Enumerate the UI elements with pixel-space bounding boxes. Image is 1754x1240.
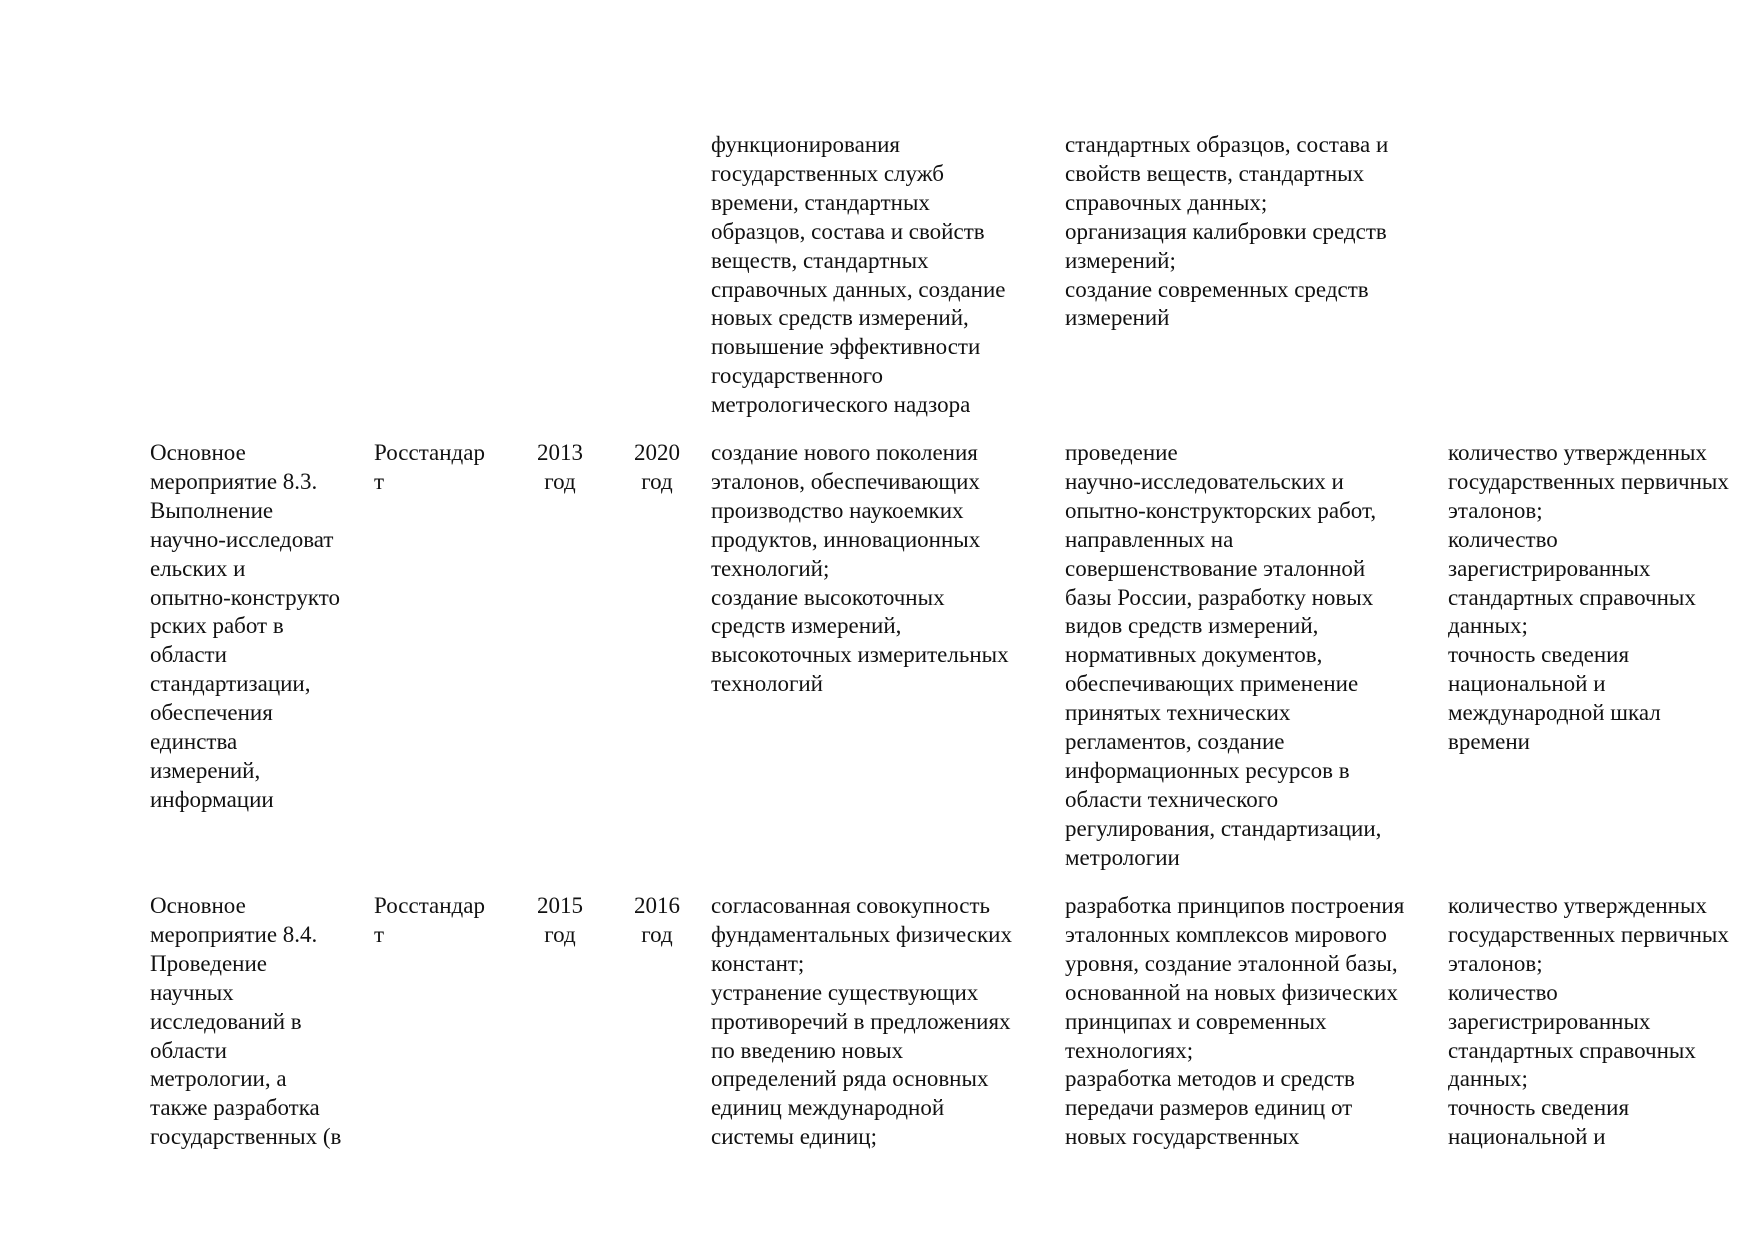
executor-cell: Росстандар т <box>374 893 485 947</box>
end-year-cell: 2016 год <box>634 893 680 947</box>
executor-cell: Росстандар т <box>374 440 485 494</box>
main-directions-cell: стандартных образцов, состава и свойств веществ, стандартных справочных данных; организация калибровки средств измерений; создание современных средств измерений <box>1065 132 1389 331</box>
expected-result-cell: согласованная совокупность фундаментальных физических констант; устранение существующих противоречий в предложениях по введению новых определений ряда основных единиц международной системы единиц; <box>711 893 1012 1150</box>
start-year-cell: 2013 год <box>537 440 583 494</box>
end-year-cell: 2020 год <box>634 440 680 494</box>
event-name-cell: Основное мероприятие 8.3. Выполнение научно-исследоват ельских и опытно-конструкто рских работ в области стандартизации, обеспечения единства измерений, информации <box>150 440 340 812</box>
indicators-cell: количество утвержденных государственных первичных эталонов; количество зарегистрированных стандартных справочных данных; точность сведения национальной и <box>1448 893 1729 1150</box>
indicators-cell: количество утвержденных государственных первичных эталонов; количество зарегистрированных стандартных справочных данных; точность сведения национальной и международной шкал времени <box>1448 440 1729 755</box>
expected-result-cell: создание нового поколения эталонов, обеспечивающих производство наукоемких продуктов, инновационных технологий; создание высокоточных средств измерений, высокоточных измерительных технологий <box>711 440 1009 697</box>
event-name-cell: Основное мероприятие 8.4. Проведение научных исследований в области метрологии, а также разработка государственных (в <box>150 893 342 1150</box>
main-directions-cell: проведение научно-исследовательских и опытно-конструкторских работ, направленных на совершенствование эталонной базы России, разработку новых видов средств измерений, нормативных документов, обеспечивающих применение принятых технических регламентов, создание информационных ресурсов в области технического регулирования, стандартизации, метрологии <box>1065 440 1382 870</box>
main-directions-cell: разработка принципов построения эталонных комплексов мирового уровня, создание эталонной базы, основанной на новых физических принципах и современных технологиях; разработка методов и средств передачи размеров единиц от новых государственных <box>1065 893 1405 1150</box>
expected-result-cell: функционирования государственных служб времени, стандартных образцов, состава и свойств веществ, стандартных справочных данных, создание новых средств измерений, повышение эффективности государственного метрологического надзора <box>711 132 1006 418</box>
start-year-cell: 2015 год <box>537 893 583 947</box>
